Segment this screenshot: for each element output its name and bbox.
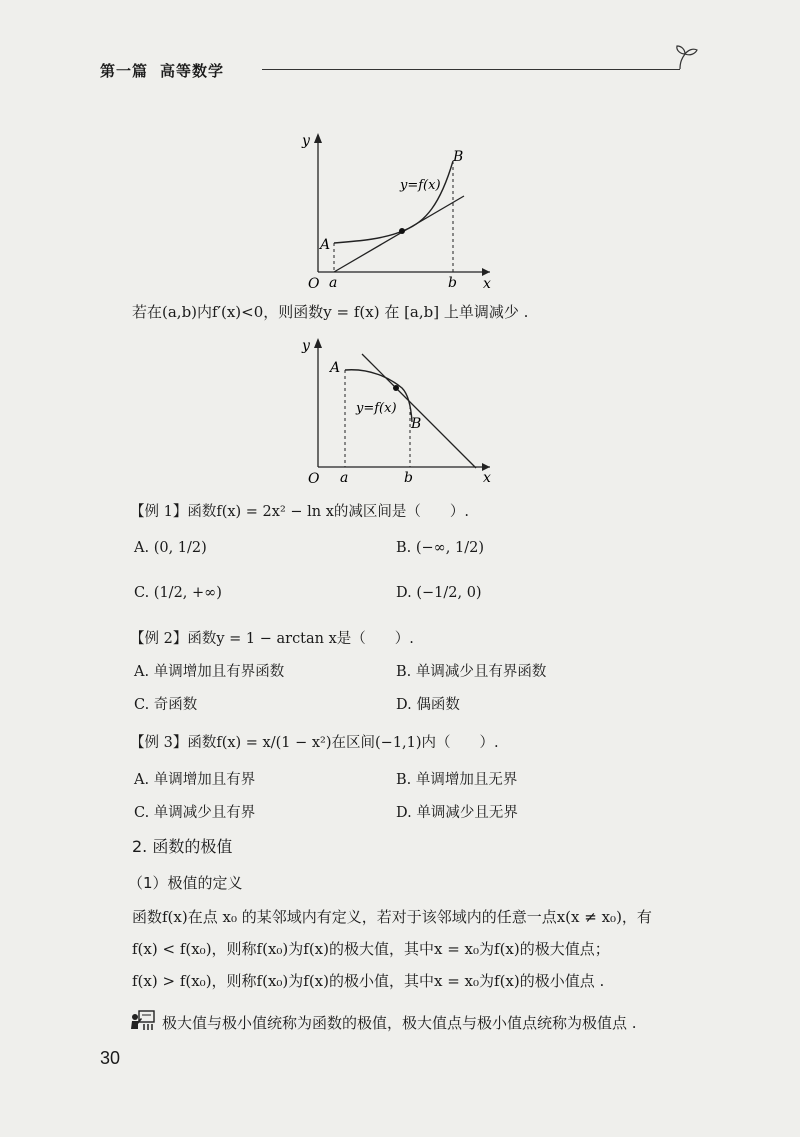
example3-option-b: B. 单调增加且无界 [396,772,518,788]
example3-option-a: A. 单调增加且有界 [134,772,256,788]
graph2-a: a [340,470,349,486]
graph2-tangent-point [393,385,399,391]
teacher-note-icon [130,1009,156,1031]
sprout-icon [668,38,702,72]
example1-option-a: A. (0, 1/2) [134,540,207,556]
graph2-y-label: y [302,338,310,354]
header-rule [262,69,680,70]
graph1-x-label: x [483,276,491,290]
example1-question: 【例 1】函数f(x) = 2x² − ln x的减区间是（ ）. [130,504,470,520]
graph1-origin: O [308,276,320,290]
section-subtitle: （1）极值的定义 [128,874,243,892]
graph1-b: b [448,275,457,290]
graph1-point-A: A [320,237,331,253]
definition-line-2: f(x) < f(x₀)，则称f(x₀)为f(x)的极大值，其中x = x₀为f(x)的极大值点； [132,940,610,958]
example3-question: 【例 3】函数f(x) = x/(1 − x²)在区间(−1,1)内（ ）. [130,735,499,751]
example2-question: 【例 2】函数y = 1 − arctan x是（ ）. [130,631,414,647]
header-title: 高等数学 [160,62,225,80]
example2-option-c: C. 奇函数 [134,697,198,713]
graph1-curve [334,161,453,243]
graph2-b: b [404,470,413,486]
graph2-curve-label: y=f(x) [356,401,397,416]
graph1-tangent [334,196,464,272]
definition-line-3: f(x) > f(x₀)，则称f(x₀)为f(x)的极小值，其中x = x₀为f(x)的极小值点 . [132,972,605,990]
definition-line-1: 函数f(x)在点 x₀ 的某邻域内有定义，若对于该邻域内的任意一点x(x ≠ x₀)，有 [132,908,652,926]
graph2-x-label: x [483,470,491,486]
graph1-tangent-point [399,228,405,234]
graph-decreasing [290,330,510,490]
example3-option-c: C. 单调减少且有界 [134,805,256,821]
section-title: 2. 函数的极值 [132,837,233,856]
graph1-curve-label: y=f(x) [400,178,441,193]
graph1-point-B: B [453,149,464,165]
graph-increasing [290,125,510,290]
example1-option-b: B. (−∞, 1/2) [396,540,484,556]
decrease-statement: 若在(a,b)内f′(x)<0，则函数y = f(x) 在 [a,b] 上单调减少 . [132,303,529,321]
example1-option-c: C. (1/2, +∞) [134,585,222,601]
graph2-point-A: A [330,360,341,376]
example2-option-d: D. 偶函数 [396,697,460,713]
example2-option-b: B. 单调减少且有界函数 [396,664,547,680]
page-number: 30 [100,1048,121,1068]
graph1-y-label: y [302,133,310,149]
example3-option-d: D. 单调减少且无界 [396,805,518,821]
note-text: 极大值与极小值统称为函数的极值，极大值点与极小值点统称为极值点 . [162,1014,637,1032]
header-part: 第一篇 [100,62,149,80]
example2-option-a: A. 单调增加且有界函数 [134,664,285,680]
example1-option-d: D. (−1/2, 0) [396,585,482,601]
graph2-origin: O [308,471,320,487]
graph1-a: a [329,275,338,290]
graph2-point-B: B [411,416,422,432]
